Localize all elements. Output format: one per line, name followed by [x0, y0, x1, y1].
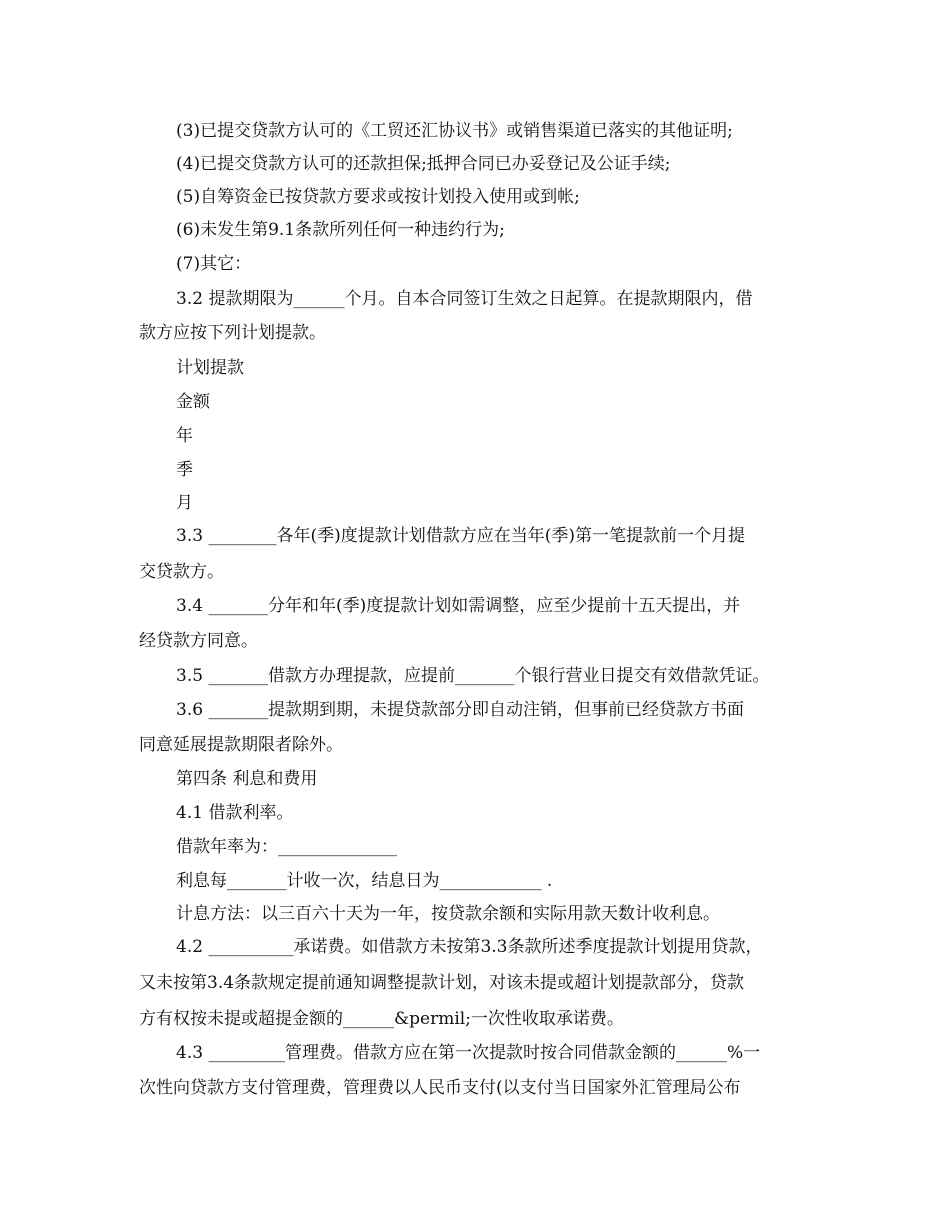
text-line: 借款年率为：______________: [176, 837, 397, 857]
text-line: 金额: [176, 392, 210, 412]
text-line: 3.4 _______分年和年(季)度提款计划如需调整，应至少提前十五天提出，并: [176, 596, 741, 616]
text-line: 经贷款方同意。: [139, 631, 258, 651]
text-line: 月: [176, 493, 193, 513]
text-line: (3)已提交贷款方认可的《工贸还汇协议书》或销售渠道已落实的其他证明;: [176, 121, 733, 141]
text-line: 又未按第3.4条款规定提前通知调整提款计划，对该未提或超计划提款部分，贷款: [139, 973, 745, 993]
text-line: 计划提款: [176, 358, 244, 378]
text-line: 款方应按下列计划提款。: [139, 323, 326, 343]
text-line: 计息方法：以三百六十天为一年，按贷款余额和实际用款天数计收利息。: [176, 904, 720, 924]
text-line: (5)自筹资金已按贷款方要求或按计划投入使用或到帐;: [176, 187, 580, 207]
text-line: 4.1 借款利率。: [176, 803, 294, 823]
text-line: 4.2 __________承诺费。如借款方未按第3.3条款所述季度提款计划提用贷款，: [176, 937, 763, 957]
text-line: 同意延展提款期限者除外。: [139, 735, 343, 755]
text-line: (7)其它：: [176, 254, 252, 274]
text-line: 4.3 _________管理费。借款方应在第一次提款时按合同借款金额的______%一: [176, 1043, 761, 1063]
text-line: 年: [176, 426, 193, 446]
text-line: 方有权按未提或超提金额的______&permil;一次性收取承诺费。: [139, 1009, 624, 1029]
text-line: 3.6 _______提款期到期，未提贷款部分即自动注销，但事前已经贷款方书面: [176, 700, 744, 720]
text-line: 季: [176, 460, 193, 480]
text-line: 3.2 提款期限为______个月。自本合同签订生效之日起算。在提款期限内，借: [176, 289, 753, 309]
text-line: (4)已提交贷款方认可的还款担保;抵押合同已办妥登记及公证手续;: [176, 154, 671, 174]
text-line: 3.5 _______借款方办理提款，应提前_______个银行营业日提交有效借款凭证。: [176, 666, 770, 686]
text-line: 次性向贷款方支付管理费，管理费以人民币支付(以支付当日国家外汇管理局公布: [139, 1078, 741, 1098]
text-line: 3.3 ________各年(季)度提款计划借款方应在当年(季)第一笔提款前一个月提: [176, 526, 745, 546]
text-line: (6)未发生第9.1条款所列任何一种违约行为;: [176, 220, 505, 240]
text-line: 交贷款方。: [139, 562, 224, 582]
text-line: 利息每_______计收一次，结息日为____________ .: [176, 871, 553, 891]
section-heading: 第四条 利息和费用: [176, 769, 318, 789]
